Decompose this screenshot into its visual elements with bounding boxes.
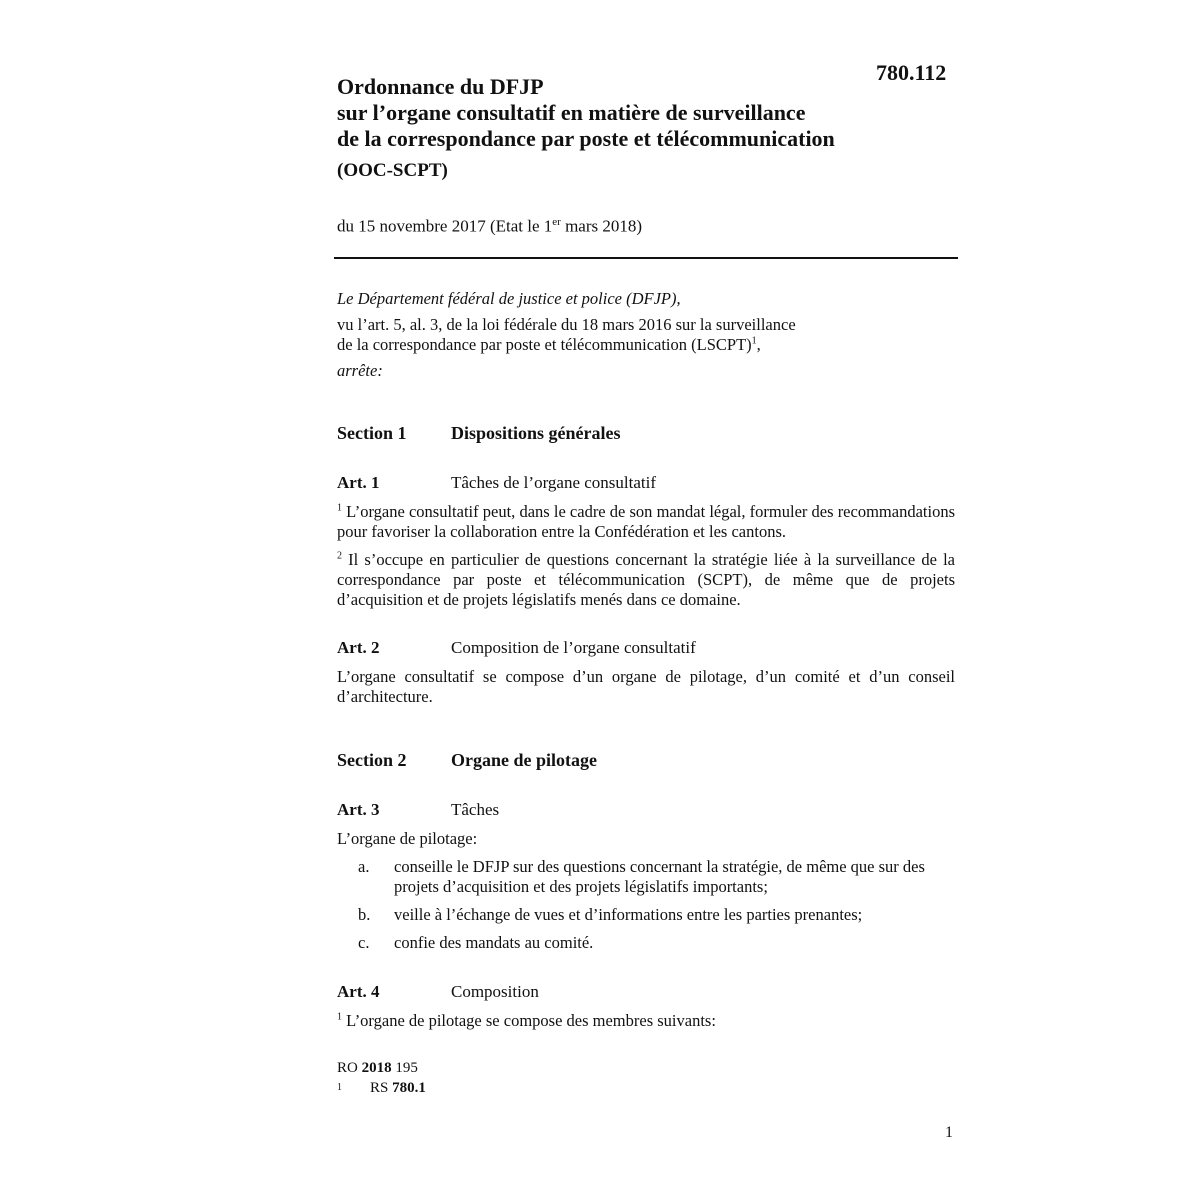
ro-prefix: RO: [337, 1060, 362, 1076]
paragraph-text: Il s’occupe en particulier de questions concernant la stratégie liée à la surveillance de la correspondance par poste et télécommunication (SCPT), de même que de projets d’acquisition et de projets législatifs menés dans ce domaine.: [337, 550, 955, 609]
article-number: Art. 4: [337, 982, 380, 1001]
section-title: Dispositions générales: [451, 423, 621, 443]
footnote-reference-1[interactable]: 1: [751, 335, 757, 347]
footnotes: [337, 1058, 426, 1098]
sr-number: 780.112: [876, 60, 947, 85]
preamble-basis-line-1: vu l’art. 5, al. 3, de la loi fédérale du 18 mars 2016 sur la surveillance: [337, 315, 796, 334]
document-date: [337, 216, 642, 237]
page-number: 1: [945, 1124, 953, 1141]
article-title: Tâches de l’organe consultatif: [451, 473, 657, 492]
title-line-3: de la correspondance par poste et télécommunication: [337, 126, 835, 151]
article-4-heading: [337, 982, 539, 1002]
preamble: [337, 289, 897, 387]
document-title: [337, 74, 937, 184]
paragraph-number: 1: [337, 502, 342, 514]
official-compilation-reference: [337, 1058, 426, 1078]
article-number: Art. 1: [337, 473, 380, 492]
list-item-text: conseille le DFJP sur des questions concernant la stratégie, de même que sur des projets d’acquisition et des projets législatifs importants;: [394, 857, 925, 896]
article-2-paragraph: L’organe consultatif se compose d’un organe de pilotage, d’un comité et d’un conseil d’architecture.: [337, 667, 955, 706]
footnote-prefix: RS: [370, 1080, 393, 1096]
article-2-heading: [337, 638, 696, 658]
list-item-text: confie des mandats au comité.: [394, 933, 594, 952]
date-suffix: mars 2018): [560, 216, 643, 236]
footnote-number: 1: [337, 1082, 342, 1093]
article-1-paragraph-1: [337, 502, 955, 542]
list-item: [358, 905, 956, 925]
article-3-heading: [337, 800, 499, 820]
article-title: Composition: [451, 982, 539, 1001]
paragraph-number: 1: [337, 1011, 342, 1023]
section-title: Organe de pilotage: [451, 750, 597, 770]
section-number: Section 1: [337, 423, 407, 443]
footnote-reference[interactable]: 780.1: [392, 1080, 426, 1096]
article-3-intro: L’organe de pilotage:: [337, 829, 478, 848]
section-1-heading: [337, 423, 621, 444]
preamble-decree: arrête:: [337, 361, 383, 380]
list-item: [358, 933, 956, 953]
paragraph-text: L’organe consultatif peut, dans le cadre de son mandat légal, formuler des recommandations pour favoriser la collaboration entre la Confédération et les cantons.: [337, 502, 955, 541]
ro-page: 195: [391, 1060, 418, 1076]
article-1-paragraph-2: [337, 550, 955, 610]
article-number: Art. 2: [337, 638, 380, 657]
list-item-letter: c.: [358, 933, 370, 952]
preamble-authority: Le Département fédéral de justice et police (DFJP),: [337, 289, 681, 308]
article-number: Art. 3: [337, 800, 380, 819]
section-2-heading: [337, 750, 597, 771]
ro-year: 2018: [361, 1060, 392, 1076]
date-prefix: du 15 novembre 2017 (Etat le 1: [337, 216, 553, 236]
paragraph-text: L’organe de pilotage se compose des membres suivants:: [342, 1011, 716, 1030]
article-title: Composition de l’organe consultatif: [451, 638, 696, 657]
title-abbreviation: (OOC-SCPT): [337, 160, 448, 181]
list-item-letter: a.: [358, 857, 370, 876]
section-number: Section 2: [337, 750, 407, 770]
article-4-paragraph-1: [337, 1011, 955, 1031]
list-item-text: veille à l’échange de vues et d’informations entre les parties prenantes;: [394, 905, 863, 924]
title-line-2: sur l’organe consultatif en matière de surveillance: [337, 100, 806, 125]
article-1-heading: [337, 473, 656, 493]
paragraph-number: 2: [337, 550, 342, 562]
date-superscript: er: [552, 216, 561, 228]
title-line-1: Ordonnance du DFJP: [337, 74, 544, 99]
footnote-1: [337, 1078, 426, 1098]
preamble-basis-end: ,: [756, 335, 761, 354]
preamble-legal-basis: [337, 315, 897, 355]
list-item-letter: b.: [358, 905, 371, 924]
list-item: [358, 857, 956, 897]
header-divider: [334, 257, 958, 259]
preamble-basis-line-2: de la correspondance par poste et télécommunication (LSCPT): [337, 335, 752, 354]
article-title: Tâches: [451, 800, 500, 819]
